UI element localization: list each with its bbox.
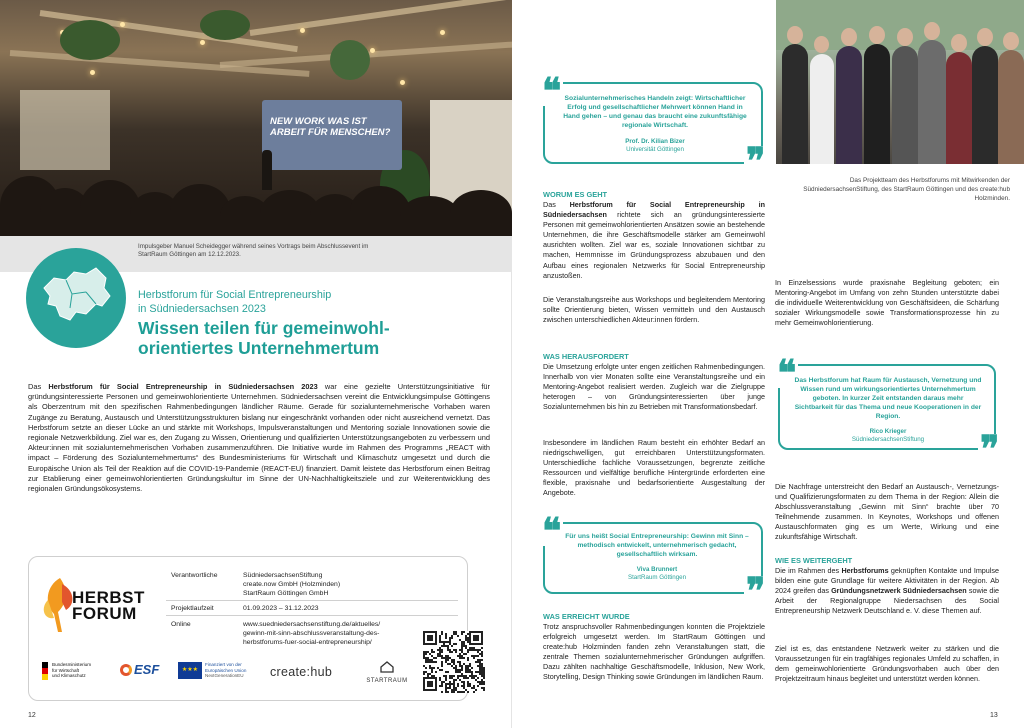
intro-bold: Herbstforum für Social Entrepreneurship in Südniedersachsen 2023 <box>48 382 318 391</box>
online-link-3[interactable]: herbstforums-fuer-social-entrepreneurship/ <box>243 639 372 646</box>
eu-flag-icon: ★★★ <box>178 662 202 679</box>
ministry-line-1: Bundesministerium <box>52 662 92 667</box>
responsible-3: StartRaum Göttingen GmbH <box>243 590 329 597</box>
weiter-pre: Die im Rahmen des <box>775 566 842 575</box>
page-number: 13 <box>990 712 998 719</box>
subheading-line-1: Herbstforum für Social Entrepreneurship <box>138 289 332 301</box>
quote-krieger-name: Rico Krieger <box>869 428 907 435</box>
open-quote-icon: ❝ <box>777 352 797 394</box>
ministry-logo <box>42 662 100 692</box>
wordmark-line-2: FORUM <box>72 604 137 623</box>
herbstforum-wordmark <box>72 590 145 622</box>
startraum-text: STARTRAUM <box>366 678 408 684</box>
event-photo <box>0 0 512 236</box>
region-map-icon <box>26 248 126 348</box>
esf-logo <box>120 662 170 686</box>
quote-bizer-text: Sozialunternehmerisches Handeln zeigt: Wirtschaftlicher Erfolg und gesellschaftlicher Mehrwert können Hand in Hand gehen – und genau das braucht eine zukunftsfähige regionale Wirtschaft. <box>563 95 747 129</box>
responsible-1: SüdniedersachsenStiftung <box>243 572 323 579</box>
subheading <box>138 288 478 316</box>
weiter-rest: sowie die Arbeit der Regionalgruppe Niedersachsen des Social Entrepreneurship Netzwerk Deutschland e. V. diese Themen auf. <box>775 586 999 616</box>
worum-rest: richtete sich an gründungsinteressierte Personen mit gemeinwohlorientierten Ansätzen sowie an bestehende Unternehmen, die ihre Geschäftsmodelle stärker am Gemeinwohl ausrichten wollten. Ziel war es, soziale Innovationen sichtbar zu machen, Hemmnisse im Gründungsprozess abzubauen und den Aufbau eines regionalen Netzwerks für Social Entrepreneurship anzustoßen. <box>543 210 765 280</box>
worum-paragraph-2: Die Veranstaltungsreihe aus Workshops und begleitendem Mentoring sollte Orientierung bieten, Wissen vermitteln und den Austausch zwischen unterschiedlichen Akteur:innen fördern. <box>543 295 765 325</box>
online-link-2[interactable]: gewinn-mit-sinn-abschlussveranstaltung-des- <box>243 630 380 637</box>
quote-bizer-org: Universität Göttingen <box>626 146 684 153</box>
ministry-line-2: für Wirtschaft <box>52 667 80 673</box>
esf-swirl-icon <box>120 664 132 676</box>
title-line-1: Wissen teilen für gemeinwohl- <box>138 318 390 338</box>
quote-krieger-text: Das Herbstforum hat Raum für Austausch, Vernetzung und Wissen rund um wirkungsorientiertes Unternehmertum geboten. In kurzer Zeit entstanden daraus mehr Sichtbarkeit für das Thema und neue Kooperationen in der Region. <box>794 377 982 420</box>
quote-brunnert-org: StartRaum Göttingen <box>627 574 687 581</box>
quote-bizer-name: Prof. Dr. Kilian Bizer <box>625 138 685 145</box>
demand-paragraph: Die Nachfrage unterstreicht den Bedarf an Austausch-, Vernetzungs- und Qualifizierungsformaten zu dem Thema in der Region: Allein die Abschlussveranstaltung „Gewinn mit Sinn“ brachte über 70 Teilnehmende zusammen. In Keynotes, Workshops und offenen Austauschformaten ging es um Werte, Wirkung und eine zukunftsfähige Wirtschaft. <box>775 482 999 542</box>
wordmark-line-1: HERBST <box>72 588 145 607</box>
eu-line-1: Finanziert von der <box>205 662 242 667</box>
heraus-paragraph-1: Die Umsetzung erfolgte unter engen zeitlichen Rahmenbedingungen. Innerhalb von vier Monaten sollte eine Veranstaltungsreihe und ein Mentoring-Angebot realisiert werden. Zugleich war die Zielgruppe heterogen – von Gründungsinteressierten über junge Sozialunternehmen bis hin zu Betrieben mit Transformationsbedarf. <box>543 362 765 412</box>
weiter-mid: geknüpften Kontakte und Impulse bilden eine gute Grundlage für weitere Aktivitäten in der Region. Ab 2024 greifen das <box>775 566 999 596</box>
qr-code[interactable] <box>423 631 485 693</box>
page-title <box>138 318 478 358</box>
info-divider <box>166 615 458 616</box>
close-quote-icon: ❞ <box>980 428 1000 470</box>
label-responsible: Verantwortliche <box>171 572 218 579</box>
quote-brunnert-text: Für uns heißt Social Entrepreneurship: Gewinn mit Sinn – methodisch entwickelt, unternehmerisch gedacht, gesellschaftlich wirksam. <box>565 533 749 558</box>
intro-paragraph <box>28 382 490 494</box>
close-quote-icon: ❞ <box>746 140 766 182</box>
erreicht-paragraph: Trotz anspruchsvoller Rahmenbedingungen konnten die Projektziele erfolgreich umgesetzt werden. Im StartRaum Göttingen und create:hub Holzminden fanden zehn Veranstaltungen statt, die zentrale Themen sozialunternehmerischer Gründungen aufgriffen. Dazu zählten nachhaltige Geschäftsmodelle, Inklusion, New Work, Storytelling, Design Thinking sowie Gründungen im ländlichen Raum. <box>543 622 765 682</box>
region-map-badge <box>26 248 126 348</box>
open-quote-icon: ❝ <box>542 510 562 552</box>
quote-brunnert-name: Viva Brunnert <box>636 566 678 573</box>
screen-headline: NEW WORK WAS IST ARBEIT FÜR MENSCHEN? <box>270 116 391 138</box>
qr-code-icon <box>423 631 485 693</box>
quote-krieger-author <box>794 428 982 444</box>
weiter-paragraph-1 <box>775 566 999 616</box>
house-icon <box>380 661 394 673</box>
esf-text: ESF <box>134 662 160 677</box>
quote-brunnert-author <box>564 566 750 582</box>
worum-bold: Herbstforum für Social Entrepreneurship in Südniedersachsen <box>543 200 765 220</box>
info-divider <box>166 600 458 601</box>
heraus-paragraph-2: Insbesondere im ländlichen Raum besteht ein erhöhter Bedarf an niedrigschwelligen, gut erreichbaren Unterstützungsformaten. Unterschiedliche fachliche Voraussetzungen, begrenzte zeitliche Ressourcen und vielfältige berufliche Hintergründe erforderten eine flexible, praxisnahe und bedarfsorientierte Ausgestaltung der Angebote. <box>543 438 765 498</box>
intro-pre: Das <box>28 382 49 391</box>
worum-pre: Das <box>543 200 570 209</box>
weiter-bold-2: Gründungsnetzwerk Südniedersachsen <box>831 586 967 596</box>
title-line-2: orientiertes Unternehmertum <box>138 338 380 358</box>
ministry-line-3: und Klimaschutz <box>52 673 86 679</box>
section-head-erreicht: WAS ERREICHT WURDE <box>543 612 630 621</box>
label-online: Online <box>171 621 191 628</box>
photo-caption: Impulsgeber Manuel Scheidegger während seines Vortrags beim Abschlussevent im StartRaum Göttingen am 12.12.2023. <box>138 243 369 258</box>
section-head-heraus: WAS HERAUSFORDERT <box>543 352 629 361</box>
worum-paragraph-1 <box>543 200 765 281</box>
label-duration: Projektlaufzeit <box>171 605 214 612</box>
duration-value: 01.09.2023 – 31.12.2023 <box>243 605 319 612</box>
subheading-line-2: in Südniedersachsen 2023 <box>138 303 266 315</box>
eu-logo <box>178 662 262 686</box>
responsible-2: create.now GmbH (Holzminden) <box>243 581 341 588</box>
section-head-worum: WORUM ES GEHT <box>543 190 608 199</box>
quote-krieger-org: SüdniedersachsenStiftung <box>851 436 925 443</box>
team-photo-caption: Das Projektteam des Herbstforums mit Mitwirkenden der SüdniedersachsenStiftung, des StartRaum Göttingen und des create:hub Holzminden. <box>803 177 1010 202</box>
section-head-weiter: WIE ES WEITERGEHT <box>775 556 853 565</box>
weiter-bold-1: Herbstforums <box>841 566 889 575</box>
eu-line-2: Europäischen Union <box>205 667 247 673</box>
team-photo <box>776 0 1024 164</box>
german-flag-icon <box>42 662 48 680</box>
quote-bizer-author <box>560 138 750 154</box>
createhub-logo: create:hub <box>270 665 333 679</box>
eu-line-3: NextGenerationEU <box>205 673 244 679</box>
online-link-1[interactable]: www.suedniedersachsenstiftung.de/aktuelles/ <box>243 621 381 628</box>
open-quote-icon: ❝ <box>542 70 562 112</box>
page-number: 12 <box>28 712 36 719</box>
weiter-paragraph-2: Ziel ist es, das entstandene Netzwerk weiter zu stärken und die Voraussetzungen für ein tragfähiges regionales Umfeld zu schaffen, in dem gemeinwohlorientierte Gründungsvorhaben auch über den Projektzeitraum hinaus begleitet und unterstützt werden können. <box>775 644 999 684</box>
startraum-logo <box>362 660 412 690</box>
close-quote-icon: ❞ <box>746 570 766 612</box>
mentoring-paragraph: In Einzelsessions wurde praxisnahe Begleitung geboten; ein Mentoring-Angebot im Umfang von zehn Stunden unterstützte dabei die individuelle Weiterentwicklung von Geschäftsideen, die Schärfung sozialer Wirkungsmodelle sowie Transformationsprozesse hin zu mehr Gemeinwohlorientierung. <box>775 278 999 328</box>
intro-rest: war eine gezielte Unterstützungsinitiative für gründungsinteressierte Personen und gemeinwohlorientierte Unternehmen. Südniedersachsen vereint die Entwicklungsimpulse Göttingens als Oberzentrum mit den spezifischen Rahmenbedingungen ländlicher Räume. Gerade für sozialunternehmerische Vorhaben waren Zugänge zu Beratung, Austausch und Unterstützungsstrukturen bislang nur eingeschränkt vorhanden oder nicht ausreichend vernetzt. Das Herbstforum setzte an dieser Lücke an und stärkte mit Workshops, Impulsveranstaltungen und Mentoring soziale Innovationen sowie die regionale Netzwerkbildung. Ziel war es, den Zugang zu Wissen, Orientierung und qualifizierten Unterstützungsangeboten zu verbessern und Akteur:innen mit sozialunternehmerischen Vorhaben zusammenzuführen. Die Initiative wurde im Rahmen des Programms „REACT with impact – Förderung des Sozialunternehmertums“ des Bundesministeriums für Wirtschaft und Klimaschutz umgesetzt und durch die Europäische Union als Teil der Reaktion auf die COVID-19-Pandemie (REACT-EU) finanziert. Damit leistete das Herbstforum einen Beitrag zur Etablierung einer gemeinwohlorientierten Gründungskultur im Sinne der UN-Nachhaltigkeitsziele und zur Weiterentwicklung des regionalen Gründungsökosystems. <box>28 382 491 494</box>
